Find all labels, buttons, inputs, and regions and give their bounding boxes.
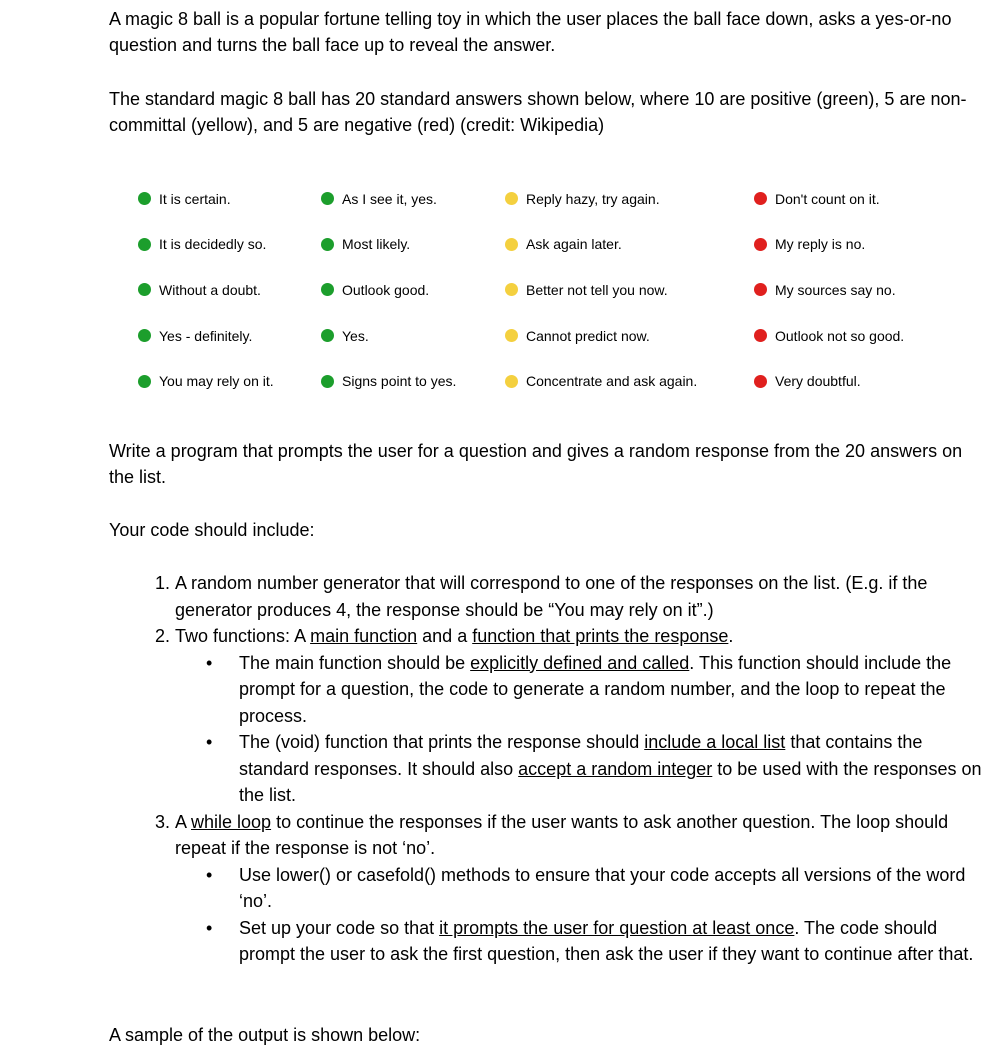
answer-item: It is certain.: [138, 176, 274, 222]
red-dot-icon: [754, 192, 767, 205]
green-dot-icon: [321, 375, 334, 388]
underlined-text: main function: [310, 626, 418, 646]
red-dot-icon: [754, 238, 767, 251]
include-label: Your code should include:: [109, 520, 315, 540]
answer-item: It is decidedly so.: [138, 222, 274, 268]
sample-output-label: A sample of the output is shown below:: [109, 1025, 421, 1045]
sub-bullet-item: • Use lower() or casefold() methods to ensure that your code accepts all versions of the word ‘no’.: [239, 862, 992, 915]
answer-item: Yes - definitely.: [138, 313, 274, 359]
answer-item: Reply hazy, try again.: [505, 176, 697, 222]
answer-item: Most likely.: [321, 222, 456, 268]
answer-item: As I see it, yes.: [321, 176, 456, 222]
sub-bullet-list: [175, 650, 992, 809]
positive-column-2: [321, 176, 456, 404]
requirement-item-1: 1. A random number generator that will correspond to one of the responses on the list. (E.g. if the generator produces 4, the response should be “You may rely on it”.): [175, 570, 992, 623]
answers-description: The standard magic 8 ball has 20 standard answers shown below, where 10 are positive (green), 5 are non-committal (yellow), and 5 are negative (red) (credit: Wikipedia): [109, 89, 967, 135]
green-dot-icon: [138, 329, 151, 342]
answer-item: My sources say no.: [754, 267, 904, 313]
yellow-dot-icon: [505, 192, 518, 205]
positive-column-1: [138, 176, 274, 404]
red-dot-icon: [754, 329, 767, 342]
answer-item: Concentrate and ask again.: [505, 358, 697, 404]
green-dot-icon: [138, 238, 151, 251]
answer-item: Cannot predict now.: [505, 313, 697, 359]
yellow-dot-icon: [505, 329, 518, 342]
underlined-text: it prompts the user for question at least once: [439, 917, 795, 938]
noncommittal-column: [505, 176, 697, 404]
underlined-text: explicitly defined and called: [470, 652, 690, 673]
answer-item: Ask again later.: [505, 222, 697, 268]
underlined-text: function that prints the response: [472, 626, 729, 646]
answer-item: Yes.: [321, 313, 456, 359]
answer-item: Don't count on it.: [754, 176, 904, 222]
yellow-dot-icon: [505, 375, 518, 388]
underlined-text: while loop: [191, 811, 272, 832]
sub-bullet-list: [175, 862, 992, 968]
underlined-text: accept a random integer: [518, 758, 713, 779]
answer-item: You may rely on it.: [138, 358, 274, 404]
answer-item: Very doubtful.: [754, 358, 904, 404]
answer-item: Without a doubt.: [138, 267, 274, 313]
green-dot-icon: [138, 283, 151, 296]
answer-item: Outlook not so good.: [754, 313, 904, 359]
sub-bullet-item: • The main function should be explicitly defined and called. This function should include the prompt for a question, the code to generate a random number, and the loop to repeat the process.: [239, 650, 992, 730]
answer-item: Outlook good.: [321, 267, 456, 313]
green-dot-icon: [321, 238, 334, 251]
underlined-text: include a local list: [644, 732, 786, 752]
task-paragraph: Write a program that prompts the user for a question and gives a random response from the 20 answers on the list.: [109, 441, 963, 487]
green-dot-icon: [321, 329, 334, 342]
requirements-list: [138, 570, 992, 968]
yellow-dot-icon: [505, 283, 518, 296]
answer-item: Better not tell you now.: [505, 267, 697, 313]
green-dot-icon: [321, 283, 334, 296]
answers-grid: [138, 176, 938, 396]
red-dot-icon: [754, 283, 767, 296]
negative-column: [754, 176, 904, 404]
sub-bullet-item: • Set up your code so that it prompts the user for question at least once. The code should prompt the user to ask the first question, then ask the user if they want to continue after that.: [239, 915, 992, 968]
requirement-item-3: 3. A while loop to continue the responses if the user wants to ask another question. The loop should repeat if the response is not ‘no’. • Use lower() or casefold() methods to ensure that your code accepts all versions of the word ‘no’. • Set up your code so that it prompts the user for question at least once. The code should prompt the user to ask the first question, then ask the user if they want to continue after that.: [175, 809, 992, 968]
answer-item: My reply is no.: [754, 222, 904, 268]
green-dot-icon: [138, 375, 151, 388]
yellow-dot-icon: [505, 238, 518, 251]
requirement-item-2: 2. Two functions: A main function and a function that prints the response. • The main function should be explicitly defined and called. This function should include the prompt for a question, the code to generate a random number, and the loop to repeat the process. • The (void) function that prints the response should include a local list that contains the standard responses. It should also accept a random integer to be used with the responses on the list.: [175, 623, 992, 809]
intro-paragraph: A magic 8 ball is a popular fortune telling toy in which the user places the ball face down, asks a yes-or-no question and turns the ball face up to reveal the answer.: [109, 9, 952, 55]
answer-item: Signs point to yes.: [321, 358, 456, 404]
red-dot-icon: [754, 375, 767, 388]
sub-bullet-item: • The (void) function that prints the response should include a local list that contains the standard responses. It should also accept a random integer to be used with the responses on the list.: [239, 729, 992, 809]
green-dot-icon: [321, 192, 334, 205]
green-dot-icon: [138, 192, 151, 205]
